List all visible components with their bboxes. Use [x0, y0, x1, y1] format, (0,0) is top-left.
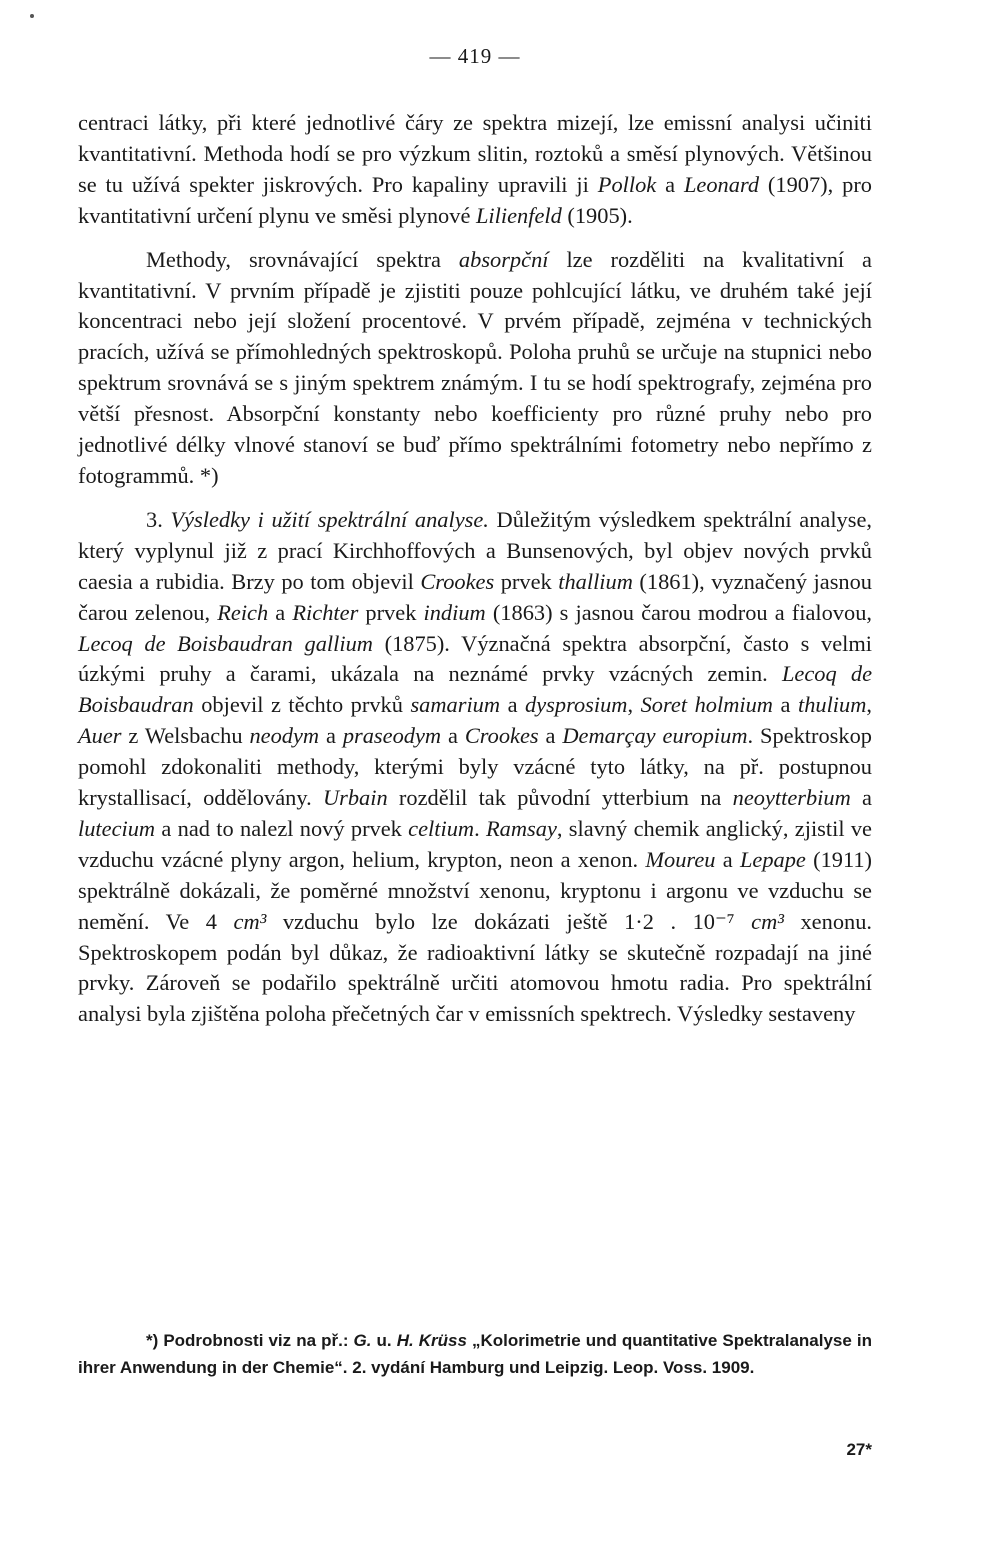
italic-text: neoytterbium: [732, 785, 851, 811]
text-run: Důležitým výsledkem spektrální analyse, který vyplynul již z prací Kirchhoffových a Bunsenových, byl objev nových prvků caesia a rubidia. Brzy po tom objevil: [78, 506, 872, 594]
text-run: a nad to nalezl nový prvek: [155, 815, 409, 841]
italic-text: Lilienfeld: [475, 202, 562, 228]
text-run: lze rozděliti na kvalitativní a kvantitativní. V prvním případě je zjistiti pouze pohlcující látku, ve druhém také její koncentraci nebo její složení procentové. V prvém případě, zejména v technických pracích, užívá se přímohledných spektroskopů. Poloha pruhů se určuje na stupnici nebo spektrum srovnává se s jiným spektrem známým. I tu se hodí spektrografy, zejména pro větší přesnost. Absorpční konstanty nebo koefficienty pro různé pruhy nebo pro jednotlivé délky vlnové stanoví se buď přímo spektrálními fotometry nebo nepřímo z fotogrammů. *): [78, 246, 872, 488]
text-run: vzduchu bylo lze dokázati ještě 1·2 . 10⁻⁷: [266, 908, 752, 934]
body-text: [78, 108, 872, 1030]
italic-text: Crookes: [464, 723, 539, 749]
italic-text: dysprosium: [525, 692, 628, 718]
text-run: *) Podrobnosti viz na př.:: [146, 1331, 354, 1350]
text-run: a: [656, 171, 684, 197]
text-run: a: [319, 723, 343, 749]
paragraph-3: [78, 505, 872, 1030]
text-run: (1905).: [561, 202, 633, 228]
italic-text: Reich: [217, 599, 269, 625]
italic-text: Urbain: [322, 785, 388, 811]
text-run: a: [538, 723, 563, 749]
footnote: [78, 1327, 872, 1381]
paragraph-1: [78, 108, 872, 232]
italic-text: Demarçay europium: [562, 723, 748, 749]
italic-text: Pollok: [597, 171, 657, 197]
text-run: a: [850, 785, 872, 811]
text-run: ,: [627, 692, 641, 718]
italic-text: neodym: [249, 723, 320, 749]
italic-text: Ramsay: [486, 815, 557, 841]
italic-text: cm³: [751, 908, 784, 934]
italic-text: samarium: [410, 692, 501, 718]
italic-text: Výsledky i užití spektrální analyse.: [170, 506, 489, 532]
text-run: a: [500, 692, 526, 718]
paragraph-2: [78, 245, 872, 492]
text-run: ,: [866, 692, 872, 718]
italic-text: lutecium: [78, 815, 156, 841]
footnote-text: [78, 1327, 872, 1381]
italic-text: Lepape: [739, 846, 806, 872]
text-run: z Welsbachu: [121, 723, 250, 749]
italic-text: Crookes: [420, 568, 495, 594]
text-run: prvek: [358, 599, 424, 625]
italic-text: thallium: [558, 568, 633, 594]
italic-text: cm³: [233, 908, 267, 934]
text-run: a: [441, 723, 465, 749]
text-run: rozdělil tak původní ytterbium na: [387, 785, 733, 811]
text-run: Methody, srovnávající spektra: [146, 246, 459, 272]
text-run: (1863) s jasnou čarou modrou a fialovou,: [485, 599, 872, 625]
italic-text: Lecoq de Boisbaudran gallium: [78, 630, 373, 656]
text-run: xenonu. Spektroskopem podán byl důkaz, že radioaktivní látky se skutečně rozpadají na jiné prvky. Zároveň se podařilo spektrálně určiti atomovou hmotu radia. Pro spektrální analysi byla zjištěna poloha přečetných čar v emissních spektrech. Výsledky sestaveny: [78, 908, 873, 1027]
italic-text: Auer: [78, 723, 122, 749]
italic-text: G.: [353, 1331, 372, 1350]
signature-mark: 27*: [846, 1440, 872, 1459]
text-run: , slavný chemik anglický, zjistil ve vzduchu vzácné plyny argon, helium, krypton, neon a xenon.: [78, 815, 872, 872]
italic-text: praseodym: [342, 723, 442, 749]
text-run: .: [474, 815, 486, 841]
page-speck: [30, 14, 34, 18]
italic-text: absorpční: [458, 246, 549, 272]
text-run: centraci látky, při které jednotlivé čáry ze spektra mizejí, lze emissní analysi učiniti kvantitativní. Methoda hodí se pro výzkum slitin, roztoků a směsí plynových. Většinou se tu užívá spekter jiskrových. Pro kapaliny upravili ji: [78, 110, 872, 197]
italic-text: H. Krüss: [396, 1331, 467, 1350]
italic-text: indium: [423, 599, 486, 625]
italic-text: Richter: [292, 599, 359, 625]
text-run: objevil z těchto prvků: [193, 692, 411, 718]
page-number: — 419 —: [429, 44, 521, 68]
italic-text: Leonard: [683, 171, 760, 197]
text-run: (1907), pro kvantitativní určení plynu ve směsi plynové: [78, 171, 872, 228]
text-run: (1875). Význačná spektra absorpční, často s velmi úzkými pruhy a čarami, ukázala na neznámé prvky vzácných zemin.: [78, 630, 872, 687]
text-run: a: [772, 692, 798, 718]
text-run: (1911) spektrálně dokázali, že poměrné množství xenonu, kryptonu i argonu ve vzduchu se nemění. Ve 4: [78, 846, 872, 934]
italic-text: Lecoq de Boisbaudran: [78, 661, 873, 718]
text-run: . Spektroskop pomohl zdokonaliti methody, kterými byly vzácné tyto látky, na př. postupnou krystallisací, oddělovány.: [78, 723, 872, 811]
text-run: (1861), vyznačený jasnou čarou zelenou,: [78, 568, 872, 625]
italic-text: celtium: [408, 815, 475, 841]
italic-text: Soret holmium: [640, 692, 773, 718]
text-run: a: [268, 599, 293, 625]
text-run: prvek: [494, 568, 559, 594]
text-run: u.: [371, 1331, 397, 1350]
text-run: a: [715, 846, 740, 872]
italic-text: thulium: [797, 692, 867, 718]
text-run: 3.: [146, 506, 171, 532]
italic-text: Moureu: [645, 846, 716, 872]
text-run: „Kolorimetrie und quantitative Spektralanalyse in ihrer Anwendung in der Chemie“. 2. vydání Hamburg und Leipzig. Leop. Voss. 1909.: [78, 1331, 872, 1377]
